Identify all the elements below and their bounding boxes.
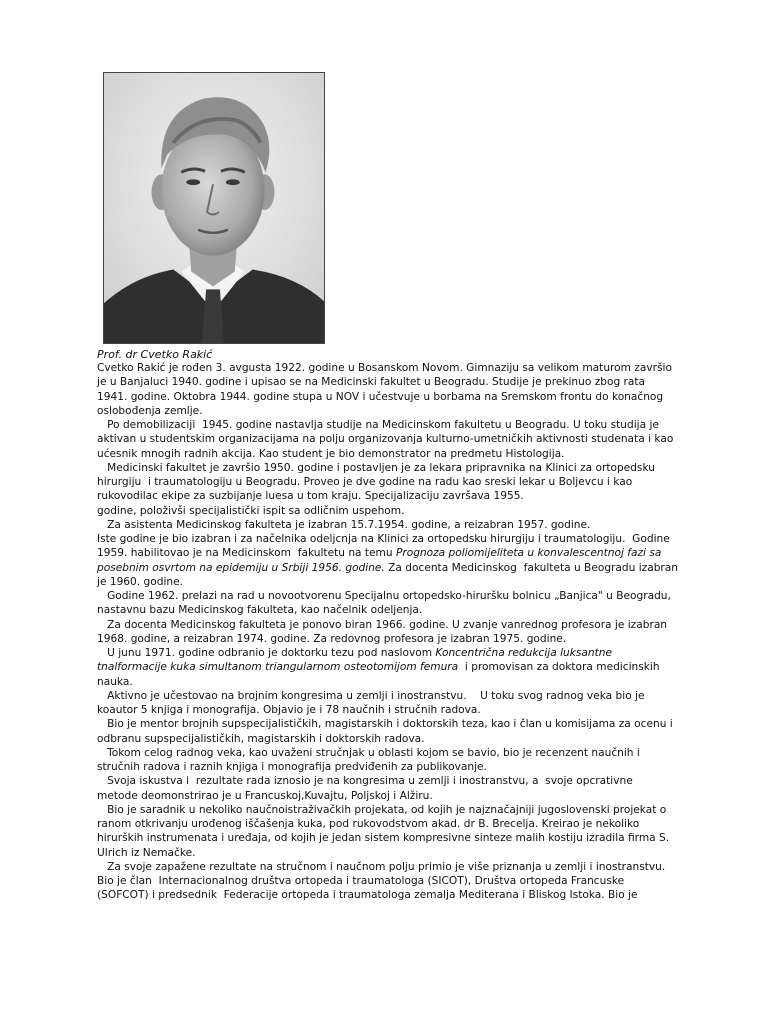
text-segment: Za asistenta Medicinskog fakulteta je izabran 15.7.1954. godine, a reizabran 1957. godine.	[97, 518, 591, 531]
text-segment: je 1960. godine.	[97, 575, 183, 588]
text-line	[97, 632, 673, 646]
text-segment: tnalformacije kuka simultanom triangularnom osteotomijom femura	[97, 661, 459, 674]
text-segment: 1959. habilitovao je na Medicinskom fakultetu na temu	[97, 547, 396, 560]
text-segment: Koncentrična redukcija luksantne	[435, 647, 612, 659]
text-line	[97, 746, 673, 760]
text-line	[97, 675, 673, 689]
text-line	[97, 618, 673, 632]
text-line	[97, 404, 673, 418]
text-line	[97, 789, 673, 803]
text-segment: U junu 1971. godine odbranio je doktorku tezu pod naslovom	[97, 647, 436, 659]
text-segment: Medicinski fakultet je završio 1950. godine i postavljen je za lekara pripravnika na Klinici za ortopedsku	[97, 461, 655, 474]
text-segment: Po demobilizaciji 1945. godine nastavlja studije na Medicinskom fakultetu u Beogradu. U toku studija je	[97, 419, 659, 431]
text-segment: oslobođenja zemlje.	[97, 404, 203, 417]
text-segment: posebnim osvrtom na epidemiju u Srbiji 1956. godine.	[97, 561, 385, 574]
text-line	[97, 803, 673, 817]
text-segment: Bio je član Internacionalnog društva ortopeda i traumatologa (SICOT), Društva ortopeda Francuske	[97, 875, 625, 887]
text-segment: nastavnu bazu Medicinskog fakulteta, kao načelnik odeljenja.	[97, 604, 423, 617]
biography-text	[97, 361, 678, 903]
text-line	[97, 447, 673, 461]
text-line	[97, 660, 673, 674]
text-line	[97, 874, 673, 888]
text-line	[97, 432, 673, 446]
text-segment: Tokom celog radnog veka, kao uvaženi stručnjak u oblasti kojom se bavio, bio je recenzent naučnih i	[97, 746, 640, 759]
text-line	[97, 489, 673, 503]
text-line	[97, 888, 673, 902]
text-segment: je u Banjaluci 1940. godine i upisao se na Medicinski fakultet u Beogradu. Studije je prekinuo zbog rata	[97, 376, 646, 389]
text-segment: Iste godine je bio izabran i za načelnika odeljcnja na Klinici za ortopedsku hirurgiju i traumatologiju. Godine	[97, 533, 670, 545]
text-segment: rukovodilac ekipe za suzbijanje luesa u tom kraju. Specijalizaciju završava 1955.	[97, 490, 524, 503]
text-segment: hirurgiju i traumatologiju u Beogradu. Proveo je dve godine na radu kao sreski lekar u Boljevcu i kao	[97, 476, 633, 488]
text-segment: aktivan u studentskim organizacijama na polju organizovanja kulturno-umetničkih aktivnosti studenata i kao	[97, 433, 674, 446]
text-line	[97, 846, 673, 860]
text-line	[97, 717, 673, 731]
text-segment: Svoja iskustva i rezultate rada iznosio je na kongresima u zemlji i inostranstvu, a svoje opcrativne	[97, 775, 633, 788]
text-segment: (SOFCOT) i predsednik Federacije ortopeda i traumatologa zemalja Mediterana i Bliskog Istoka. Bio je	[97, 889, 638, 902]
text-segment: ranom otkrivanju urođenog iščašenja kuka, pod rukovodstvom akad. dr B. Brecelja. Kreirao je nekoliko	[97, 818, 640, 830]
text-line	[97, 418, 673, 432]
text-line	[97, 561, 678, 575]
text-segment: Cvetko Rakić je rođen 3. avgusta 1922. godine u Bosanskom Novom. Gimnaziju sa velikom maturom završio	[97, 362, 672, 374]
text-line	[97, 375, 673, 389]
photo-caption: Prof. dr Cvetko Rakić	[97, 348, 213, 361]
text-line	[97, 689, 673, 703]
text-segment: Godine 1962. prelazi na rad u novootvorenu Specijalnu ortopedsko-hiruršku bolnicu „Banjica" u Beogradu,	[97, 590, 671, 602]
text-line	[97, 760, 673, 774]
text-segment: Bio je saradnik u nekoliko naučnoistraživačkih projekata, od kojih je najznačajniji jugoslovenski projekat o	[97, 803, 667, 816]
text-segment: metode deomonstrirao je u Francuskoj,Kuvajtu, Poljskoj i Alžiru.	[97, 789, 433, 802]
portrait-photo	[103, 72, 325, 344]
text-line	[97, 732, 673, 746]
text-line	[97, 518, 673, 532]
text-segment: hirurških instrumenata i uređaja, od kojih je jedan sistem kompresivne sinteze malih kostiju izradila firma S.	[97, 832, 670, 845]
text-line	[97, 860, 673, 874]
text-line	[97, 703, 673, 717]
text-segment: odbranu supspecijalističkih, magistarskih i doktorskih radova.	[97, 732, 425, 745]
text-line	[97, 831, 673, 845]
text-line	[97, 475, 673, 489]
text-segment: stručnih radova i raznih knjiga i monografija predviđenih za publikovanje.	[97, 761, 487, 773]
text-line	[97, 646, 673, 660]
text-segment: Bio je mentor brojnih supspecijalističkih, magistarskih i doktorskih teza, kao i član u komisijama za ocenu i	[97, 718, 673, 731]
portrait-image	[104, 73, 324, 343]
text-line	[97, 575, 673, 589]
text-segment: Prognoza poliomijeliteta u konvalescentnoj fazi sa	[395, 547, 662, 560]
text-line	[97, 504, 673, 518]
text-segment: Za svoje zapažene rezultate na stručnom i naučnom polju primio je više priznanja u zemlji i inostranstvu.	[97, 860, 666, 873]
text-segment: godine, položivši specijalistički ispit sa odličnim uspehom.	[97, 504, 405, 517]
text-segment: Za docenta Medicinskog fakulteta je ponovo biran 1966. godine. U zvanje vanrednog profesora je izabran	[97, 618, 668, 631]
text-segment: nauka.	[97, 675, 133, 688]
text-segment: 1968. godine, a reizabran 1974. godine. Za redovnog profesora je izabran 1975. godine.	[97, 632, 567, 645]
text-segment: ućesnik mnogih radnih akcija. Kao student je bio demonstrator na predmetu Histologija.	[97, 447, 565, 460]
text-line	[97, 390, 673, 404]
text-line	[97, 774, 673, 788]
text-segment: 1941. godine. Oktobra 1944. godine stupa u NOV i učestvuje u borbama na Sremskom frontu do konačnog	[97, 390, 664, 403]
text-segment: koautor 5 knjiga i monografija. Objavio je i 78 naučnih i stručnih radova.	[97, 704, 481, 716]
text-line	[97, 546, 673, 560]
text-segment: Aktivno je učestovao na brojnim kongresima u zemlji i inostranstvu. U toku svog radnog veka bio je	[97, 689, 645, 702]
text-segment: Ulrich iz Nemačke.	[97, 846, 196, 859]
text-line	[97, 589, 673, 603]
text-line	[97, 361, 673, 375]
text-segment: i promovisan za doktora medicinskih	[458, 661, 660, 674]
text-line	[97, 532, 673, 546]
text-line	[97, 603, 673, 617]
text-line	[97, 817, 673, 831]
text-line	[97, 461, 673, 475]
text-segment: Za docenta Medicinskog fakulteta u Beogradu izabran	[384, 561, 678, 574]
